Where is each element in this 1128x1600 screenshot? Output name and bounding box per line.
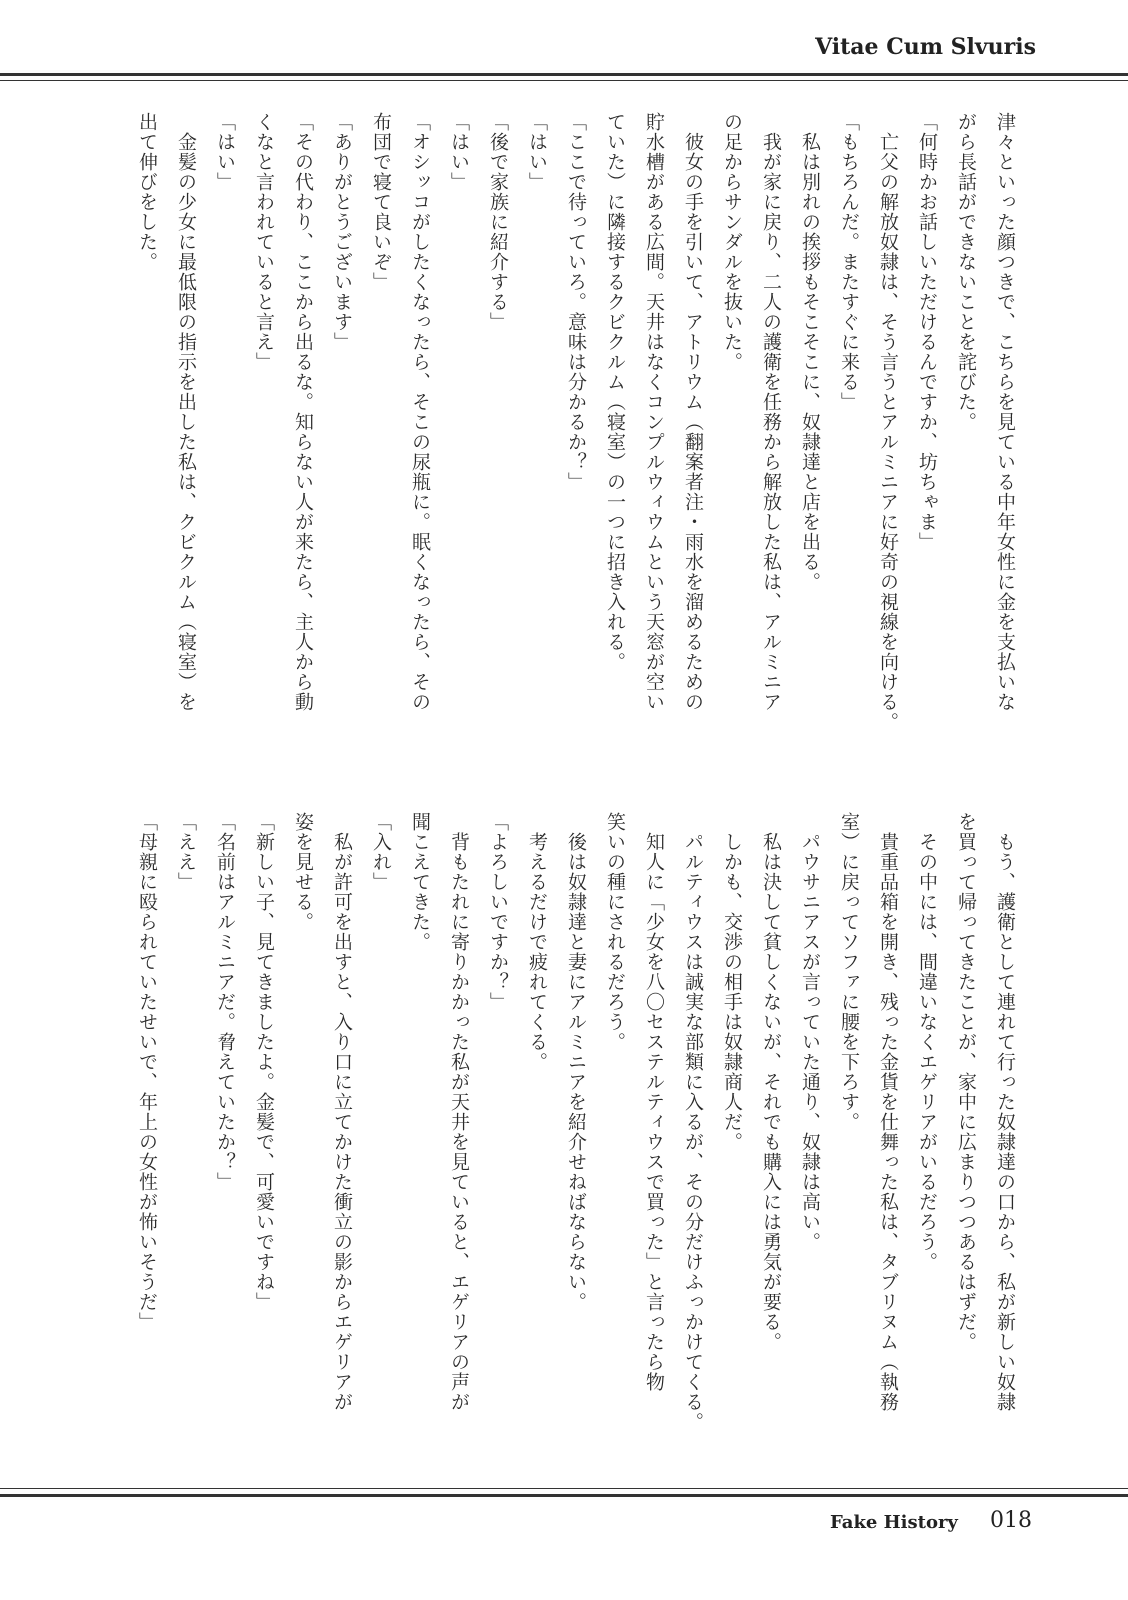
text-block-bottom [127,812,1024,1462]
text-line: 我が家に戻り、二人の護衛を任務から解放した私は、アルミニア [760,112,782,712]
text-line: 「はい」 [526,112,548,192]
text-line: 「ええ」 [175,812,197,892]
text-line: 津々といった顔つきで、こちらを見ている中年女性に金を支払いな [994,112,1016,712]
text-line: 布団で寝て良いぞ」 [370,112,392,292]
footer-rule-thin [0,1488,1128,1489]
text-line: パウサニアスが言っていた通り、奴隷は高い。 [799,812,821,1252]
text-line: もう、護衛として連れて行った奴隷達の口から、私が新しい奴隷 [994,812,1016,1412]
footer-title: Fake History [830,1512,958,1533]
text-line: 笑いの種にされるだろう。 [604,812,626,1052]
text-line: 「ありがとうございます」 [331,112,353,352]
text-line: 背もたれに寄りかかった私が天井を見ていると、エゲリアの声が [448,812,470,1412]
text-line: しかも、交渉の相手は奴隷商人だ。 [721,812,743,1152]
text-line: 「入れ」 [370,812,392,892]
text-line: 知人に「少女を八〇セステルティウスで買った」と言ったら物 [643,812,665,1392]
text-line: 後は奴隷達と妻にアルミニアを紹介せねばならない。 [565,812,587,1312]
text-line: パルティウスは誠実な部類に入るが、その分だけふっかけてくる。 [682,812,704,1432]
text-line: 私が許可を出すと、入り口に立てかけた衝立の影からエゲリアが [331,812,353,1412]
text-line: 「母親に殴られていたせいで、年上の女性が怖いそうだ」 [136,812,158,1332]
text-line: を買って帰ってきたことが、家中に広まりつつあるはずだ。 [955,812,977,1352]
text-line: 姿を見せる。 [292,812,314,932]
text-line: 「後で家族に紹介する」 [487,112,509,332]
text-line: 亡父の解放奴隷は、そう言うとアルミニアに好奇の視線を向ける。 [877,112,899,732]
text-line: 「はい」 [214,112,236,192]
text-line: くなと言われていると言え」 [253,112,275,372]
text-line: 「新しい子、見てきましたよ。金髪で、可愛いですね」 [253,812,275,1312]
text-line: 「よろしいですか？」 [487,812,509,1012]
text-line: 金髪の少女に最低限の指示を出した私は、クビクルム（寝室）を [175,112,197,712]
text-line: がら長話ができないことを詫びた。 [955,112,977,432]
running-head: Vitae Cum Slvuris [815,34,1036,60]
header-rule-thick [0,73,1128,76]
text-line: の足からサンダルを抜いた。 [721,112,743,372]
text-line: 聞こえてきた。 [409,812,431,952]
text-line: 彼女の手を引いて、アトリウム（翻案者注・雨水を溜めるための [682,112,704,712]
text-line: その中には、間違いなくエゲリアがいるだろう。 [916,812,938,1272]
text-line: 出て伸びをした。 [136,112,158,272]
text-line: ていた）に隣接するクビクルム（寝室）の一つに招き入れる。 [604,112,626,672]
text-line: 「はい」 [448,112,470,192]
text-line: 「もちろんだ。またすぐに来る」 [838,112,860,412]
text-line: 「何時かお話しいただけるんですか、坊ちゃま」 [916,112,938,552]
header-rule-thin [0,80,1128,81]
text-line: 「オシッコがしたくなったら、そこの尿瓶に。眠くなったら、その [409,112,431,712]
text-line: 「その代わり、ここから出るな。知らない人が来たら、主人から動 [292,112,314,712]
text-line: 私は決して貧しくないが、それでも購入には勇気が要る。 [760,812,782,1352]
text-line: 「ここで待っていろ。意味は分かるか？」 [565,112,587,492]
text-block-top [127,112,1024,762]
text-line: 「名前はアルミニアだ。脅えていたか？」 [214,812,236,1192]
text-line: 貯水槽がある広間。天井はなくコンプルウィウムという天窓が空い [643,112,665,712]
text-line: 考えるだけで疲れてくる。 [526,812,548,1072]
text-line: 室）に戻ってソファに腰を下ろす。 [838,812,860,1132]
footer-rule-thick [0,1494,1128,1497]
page-number: 018 [990,1508,1032,1533]
text-line: 私は別れの挨拶もそこそこに、奴隷達と店を出る。 [799,112,821,592]
text-line: 貴重品箱を開き、残った金貨を仕舞った私は、タブリヌム（執務 [877,812,899,1412]
